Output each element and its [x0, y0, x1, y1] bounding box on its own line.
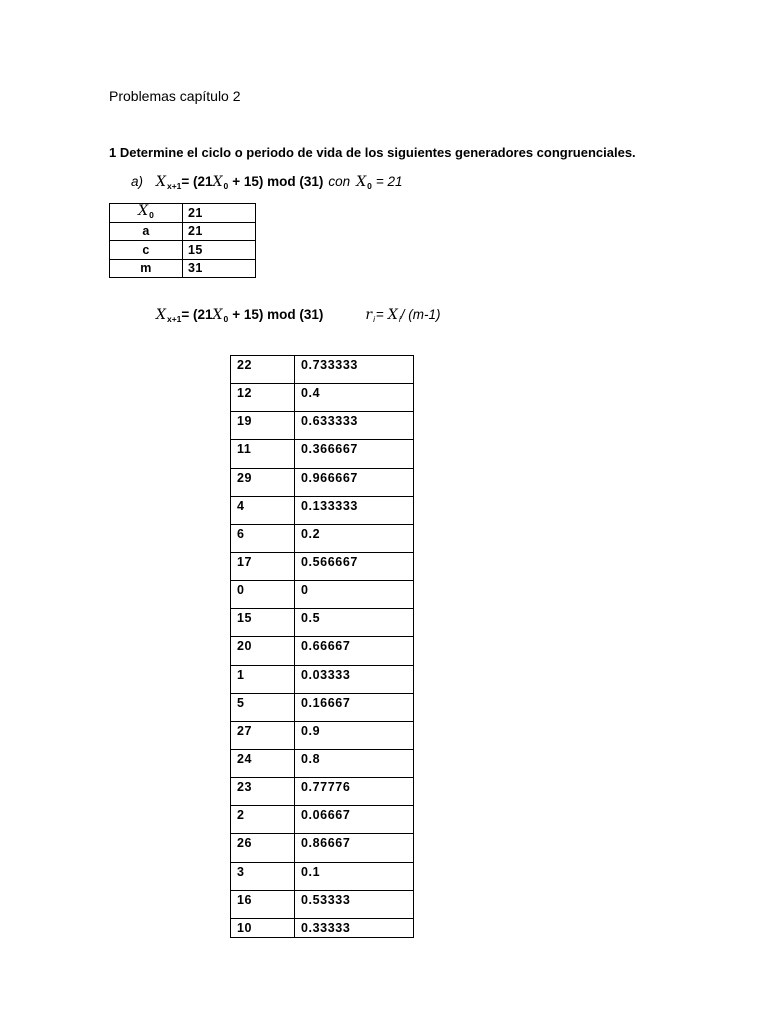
parameter-seed-subscript: 0 — [149, 209, 154, 220]
sequence-x-cell: 4 — [231, 497, 295, 524]
parameter-name-cell — [110, 204, 183, 222]
parameter-value-cell: 21 — [183, 223, 256, 241]
recurrence-rhs-subscript: 0 — [223, 181, 229, 191]
normalization-equals-sign: = — [376, 307, 384, 322]
sequence-x-cell: 24 — [231, 750, 295, 777]
parameter-name-cell: c — [110, 241, 183, 259]
parameters-row — [110, 260, 256, 279]
seed-value-text: = 21 — [375, 174, 403, 189]
sequence-row — [231, 919, 414, 938]
sequence-row — [231, 412, 414, 440]
sequence-r-cell: 0.4 — [295, 384, 414, 411]
recurrence-normalization-formula — [156, 306, 441, 325]
recurrence-2-rhs-subscript: 0 — [223, 314, 229, 324]
sequence-row — [231, 750, 414, 778]
normalization-rhs-subscript: i — [398, 314, 401, 324]
sequence-row — [231, 863, 414, 891]
parameters-row — [110, 241, 256, 260]
normalization-lhs-variable: r — [365, 307, 373, 323]
sequence-row — [231, 891, 414, 919]
sequence-r-cell: 0.633333 — [295, 412, 414, 439]
sequence-x-cell: 12 — [231, 384, 295, 411]
sequence-row — [231, 525, 414, 553]
sequence-r-cell: 0.2 — [295, 525, 414, 552]
sequence-row — [231, 469, 414, 497]
sequence-r-cell: 0.16667 — [295, 694, 414, 721]
sequence-row — [231, 694, 414, 722]
sequence-table — [230, 355, 414, 938]
sequence-r-cell: 0.366667 — [295, 440, 414, 467]
sequence-r-cell: 0.733333 — [295, 356, 414, 383]
recurrence-2-lhs-subscript: x+1 — [166, 314, 182, 324]
page-heading: Problemas capítulo 2 — [109, 88, 241, 104]
parameter-value-cell: 15 — [183, 241, 256, 259]
normalization-divisor-text: / (m-1) — [400, 307, 441, 322]
sequence-row — [231, 497, 414, 525]
sequence-row — [231, 384, 414, 412]
parameter-name-formula — [138, 204, 154, 222]
sequence-r-cell: 0.77776 — [295, 778, 414, 805]
parameters-row — [110, 204, 256, 223]
parameter-name-cell: a — [110, 223, 183, 241]
part-a-formula — [131, 173, 403, 192]
parameter-value-cell: 31 — [183, 260, 256, 278]
sequence-r-cell: 0.86667 — [295, 834, 414, 861]
parameter-seed-variable: X — [138, 202, 149, 219]
sequence-x-cell: 15 — [231, 609, 295, 636]
parameter-value-cell: 21 — [183, 204, 256, 222]
sequence-row — [231, 834, 414, 862]
sequence-x-cell: 1 — [231, 666, 295, 693]
sequence-r-cell: 0 — [295, 581, 414, 608]
sequence-r-cell: 0.33333 — [295, 919, 414, 937]
recurrence-increment-modulus-text: + 15) mod (31) — [232, 174, 324, 189]
recurrence-multiplier-text: = (21 — [181, 174, 213, 189]
sequence-row — [231, 778, 414, 806]
sequence-r-cell: 0.1 — [295, 863, 414, 890]
seed-variable: X — [356, 174, 367, 190]
sequence-r-cell: 0.9 — [295, 722, 414, 749]
sequence-x-cell: 3 — [231, 863, 295, 890]
sequence-row — [231, 553, 414, 581]
sequence-row — [231, 609, 414, 637]
sequence-row — [231, 806, 414, 834]
sequence-r-cell: 0.53333 — [295, 891, 414, 918]
sequence-x-cell: 27 — [231, 722, 295, 749]
sequence-x-cell: 5 — [231, 694, 295, 721]
sequence-x-cell: 26 — [231, 834, 295, 861]
seed-subscript: 0 — [367, 181, 372, 191]
normalization-rhs-variable: X — [387, 307, 398, 323]
recurrence-2-increment-modulus-text: + 15) mod (31) — [232, 307, 324, 322]
sequence-r-cell: 0.03333 — [295, 666, 414, 693]
sequence-r-cell: 0.8 — [295, 750, 414, 777]
sequence-r-cell: 0.06667 — [295, 806, 414, 833]
normalization-lhs-subscript: i — [373, 314, 375, 324]
parameter-name-cell: m — [110, 260, 183, 278]
sequence-x-cell: 0 — [231, 581, 295, 608]
sequence-r-cell: 0.133333 — [295, 497, 414, 524]
sequence-row — [231, 637, 414, 665]
sequence-x-cell: 22 — [231, 356, 295, 383]
sequence-r-cell: 0.566667 — [295, 553, 414, 580]
sequence-row — [231, 581, 414, 609]
part-a-label: a) — [131, 174, 144, 189]
recurrence-lhs-subscript: x+1 — [166, 181, 182, 191]
sequence-r-cell: 0.966667 — [295, 469, 414, 496]
sequence-x-cell: 2 — [231, 806, 295, 833]
sequence-r-cell: 0.5 — [295, 609, 414, 636]
sequence-x-cell: 20 — [231, 637, 295, 664]
sequence-x-cell: 23 — [231, 778, 295, 805]
sequence-x-cell: 6 — [231, 525, 295, 552]
sequence-x-cell: 29 — [231, 469, 295, 496]
seed-connector-text: con — [328, 174, 351, 189]
parameters-table — [109, 203, 256, 278]
sequence-x-cell: 17 — [231, 553, 295, 580]
parameters-row — [110, 223, 256, 242]
recurrence-2-rhs-variable: X — [212, 307, 223, 323]
recurrence-rhs-variable: X — [212, 174, 223, 190]
sequence-row — [231, 722, 414, 750]
problem-1-statement: 1 Determine el ciclo o periodo de vida de los siguientes generadores congruenciales. — [109, 145, 636, 160]
sequence-x-cell: 11 — [231, 440, 295, 467]
sequence-x-cell: 16 — [231, 891, 295, 918]
recurrence-2-lhs-variable: X — [156, 307, 166, 323]
sequence-r-cell: 0.66667 — [295, 637, 414, 664]
recurrence-lhs-variable: X — [156, 174, 166, 190]
sequence-row — [231, 356, 414, 384]
sequence-x-cell: 19 — [231, 412, 295, 439]
sequence-row — [231, 440, 414, 468]
sequence-x-cell: 10 — [231, 919, 295, 937]
recurrence-2-multiplier-text: = (21 — [181, 307, 213, 322]
sequence-row — [231, 666, 414, 694]
